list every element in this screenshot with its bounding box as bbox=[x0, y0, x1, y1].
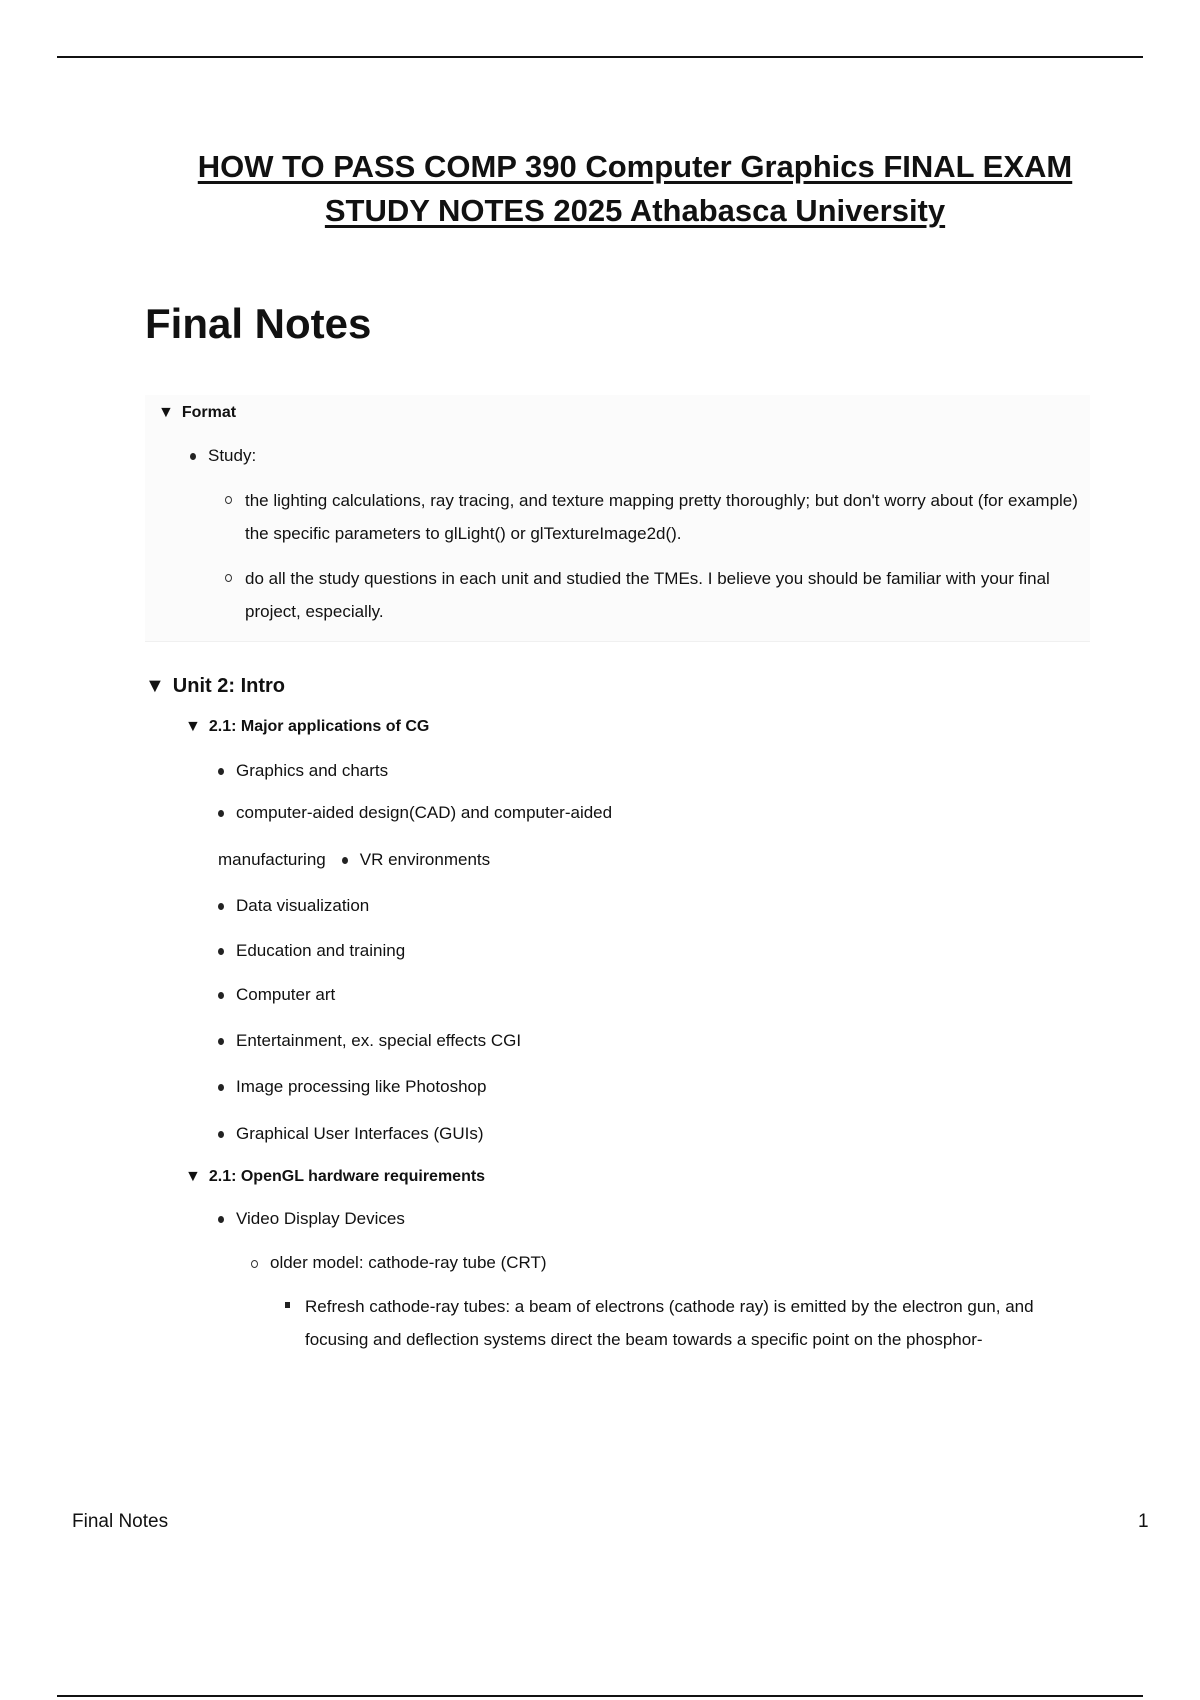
title-line-2: STUDY NOTES 2025 Athabasca University bbox=[324, 193, 946, 228]
hollow-bullet-icon bbox=[225, 574, 232, 582]
list-item-text: Graphical User Interfaces (GUIs) bbox=[236, 1124, 484, 1143]
bullet-icon bbox=[218, 1216, 224, 1223]
list-item bbox=[218, 1077, 486, 1097]
footer-title: Final Notes bbox=[72, 1511, 169, 1532]
triangle-down-icon: ▼ bbox=[145, 675, 165, 697]
list-item-text: do all the study questions in each unit and studied the TMEs. I believe you should be familiar with your final project, especially. bbox=[245, 569, 1050, 621]
square-bullet-icon bbox=[285, 1302, 290, 1308]
list-item-text: computer-aided design(CAD) and computer-aided bbox=[236, 803, 613, 822]
list-item bbox=[225, 562, 1090, 628]
list-item bbox=[218, 803, 612, 823]
triangle-down-icon: ▼ bbox=[185, 718, 201, 735]
list-item-text: Refresh cathode-ray tubes: a beam of electrons (cathode ray) is emitted by the electron gun, and focusing and deflection systems direct the beam towards a specific point on the phosphor- bbox=[305, 1297, 1034, 1349]
list-item bbox=[218, 985, 335, 1005]
list-item-text: Image processing like Photoshop bbox=[236, 1077, 487, 1096]
list-item-text: Education and training bbox=[236, 941, 406, 960]
toggle-section-opengl-hardware[interactable] bbox=[185, 1168, 485, 1186]
list-item-text: the lighting calculations, ray tracing, and texture mapping pretty thoroughly; but don't worry about (for example) the specific parameters to glLight() or glTextureImage2d(). bbox=[245, 491, 1078, 543]
bullet-icon bbox=[218, 903, 224, 910]
list-item bbox=[218, 1124, 484, 1144]
toggle-label: Unit 2: Intro bbox=[172, 675, 286, 697]
hollow-bullet-icon bbox=[225, 496, 232, 504]
list-item-text: VR environments bbox=[359, 850, 491, 869]
bullet-icon bbox=[218, 1084, 224, 1091]
list-item bbox=[225, 484, 1090, 550]
list-item bbox=[218, 941, 405, 961]
list-item bbox=[190, 446, 256, 466]
list-item-text: older model: cathode-ray tube (CRT) bbox=[270, 1253, 547, 1272]
list-item bbox=[285, 1290, 1095, 1356]
bottom-rule bbox=[57, 1695, 1143, 1697]
bullet-icon bbox=[218, 810, 224, 817]
toggle-label: 2.1: Major applications of CG bbox=[208, 718, 430, 735]
toggle-label: 2.1: OpenGL hardware requirements bbox=[208, 1168, 486, 1185]
hollow-bullet-icon bbox=[251, 1260, 258, 1268]
list-item-text: Graphics and charts bbox=[236, 761, 389, 780]
toggle-section-2-1[interactable] bbox=[185, 718, 429, 736]
list-item bbox=[218, 850, 490, 870]
list-item-text: Study: bbox=[208, 446, 257, 465]
toggle-format[interactable] bbox=[158, 404, 236, 422]
list-item-text: Data visualization bbox=[236, 896, 370, 915]
triangle-down-icon: ▼ bbox=[158, 404, 174, 421]
bullet-icon bbox=[218, 948, 224, 955]
page-number: 1 bbox=[1138, 1511, 1149, 1532]
bullet-icon bbox=[218, 992, 224, 999]
triangle-down-icon: ▼ bbox=[185, 1168, 201, 1185]
list-item-text: manufacturing bbox=[218, 850, 326, 869]
list-item bbox=[251, 1253, 547, 1273]
page-heading: Final Notes bbox=[145, 300, 372, 347]
bullet-icon bbox=[190, 453, 196, 460]
list-item bbox=[218, 761, 388, 781]
title-line-1: HOW TO PASS COMP 390 Computer Graphics FINAL EXAM bbox=[197, 149, 1073, 184]
list-item bbox=[218, 896, 369, 916]
list-item-text: Computer art bbox=[236, 985, 336, 1004]
document-title bbox=[140, 145, 1130, 233]
toggle-label: Format bbox=[181, 404, 237, 421]
top-rule bbox=[57, 56, 1143, 58]
bullet-icon bbox=[342, 857, 348, 864]
toggle-unit-2[interactable] bbox=[145, 675, 285, 698]
bullet-icon bbox=[218, 1038, 224, 1045]
list-item-text: Video Display Devices bbox=[236, 1209, 405, 1228]
list-item-text: Entertainment, ex. special effects CGI bbox=[236, 1031, 522, 1050]
bullet-icon bbox=[218, 1131, 224, 1138]
list-item bbox=[218, 1031, 521, 1051]
bullet-icon bbox=[218, 768, 224, 775]
list-item bbox=[218, 1209, 405, 1229]
